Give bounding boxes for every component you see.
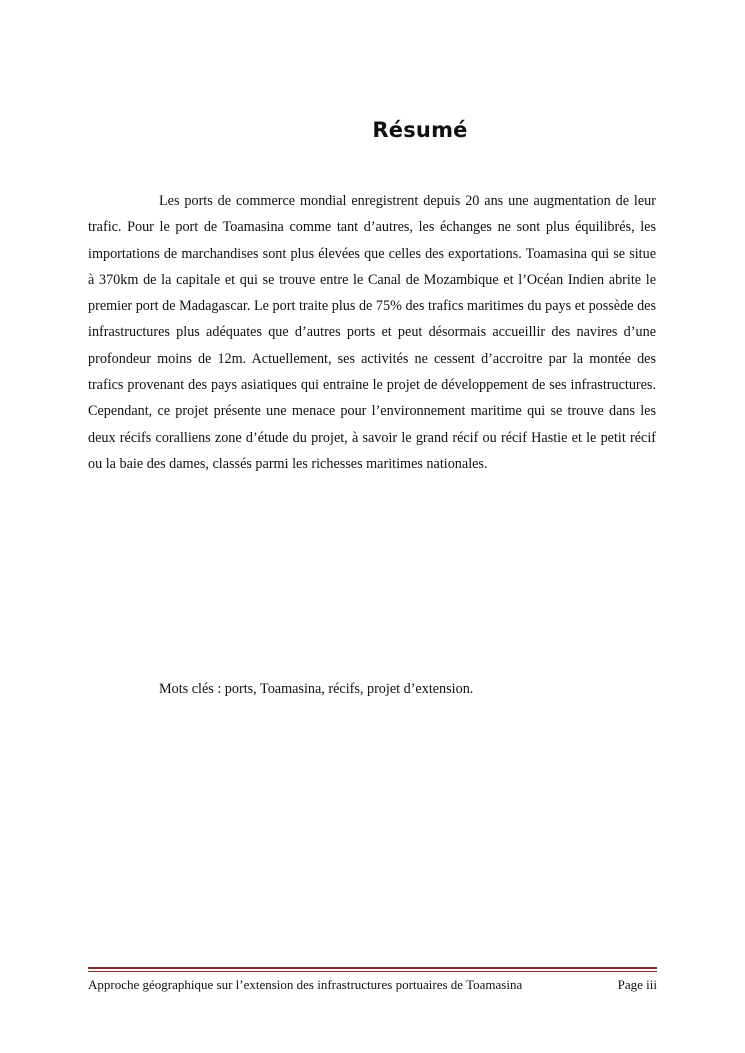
footer-page-number: Page iii <box>617 977 657 992</box>
footer-rule-thick <box>88 967 657 969</box>
footer-document-title: Approche géographique sur l’extension des infrastructures portuaires de Toamasina <box>88 977 523 992</box>
page-title: Résumé <box>372 118 468 142</box>
keywords-line: Mots clés : ports, Toamasina, récifs, projet d’extension. <box>159 681 474 697</box>
footer-rule-thin <box>88 971 657 972</box>
abstract-paragraph: Les ports de commerce mondial enregistrent depuis 20 ans une augmentation de leur trafic. Pour le port de Toamasina comme tant d’autres, les échanges ne sont plus équilibrés, les importations de marchandises sont plus élevées que celles des exportations. Toamasina qui se situe à 370km de la capitale et qui se trouve entre le Canal de Mozambique et l’Océan Indien abrite le premier port de Madagascar. Le port traite plus de 75% des trafics maritimes du pays et possède des infrastructures plus adéquates que d’autres ports et peut désormais accueillir des navires d’une profondeur moins de 12m. Actuellement, ses activités ne cessent d’accroitre par la montée des trafics provenant des pays asiatiques qui entraine le projet de développement de ses infrastructures. Cependant, ce projet présente une menace pour l’environnement maritime qui se trouve dans les deux récifs coralliens zone d’étude du projet, à savoir le grand récif ou récif Hastie et le petit récif ou la baie des dames, classés parmi les richesses maritimes nationales. <box>88 193 656 472</box>
page-footer <box>88 976 657 994</box>
